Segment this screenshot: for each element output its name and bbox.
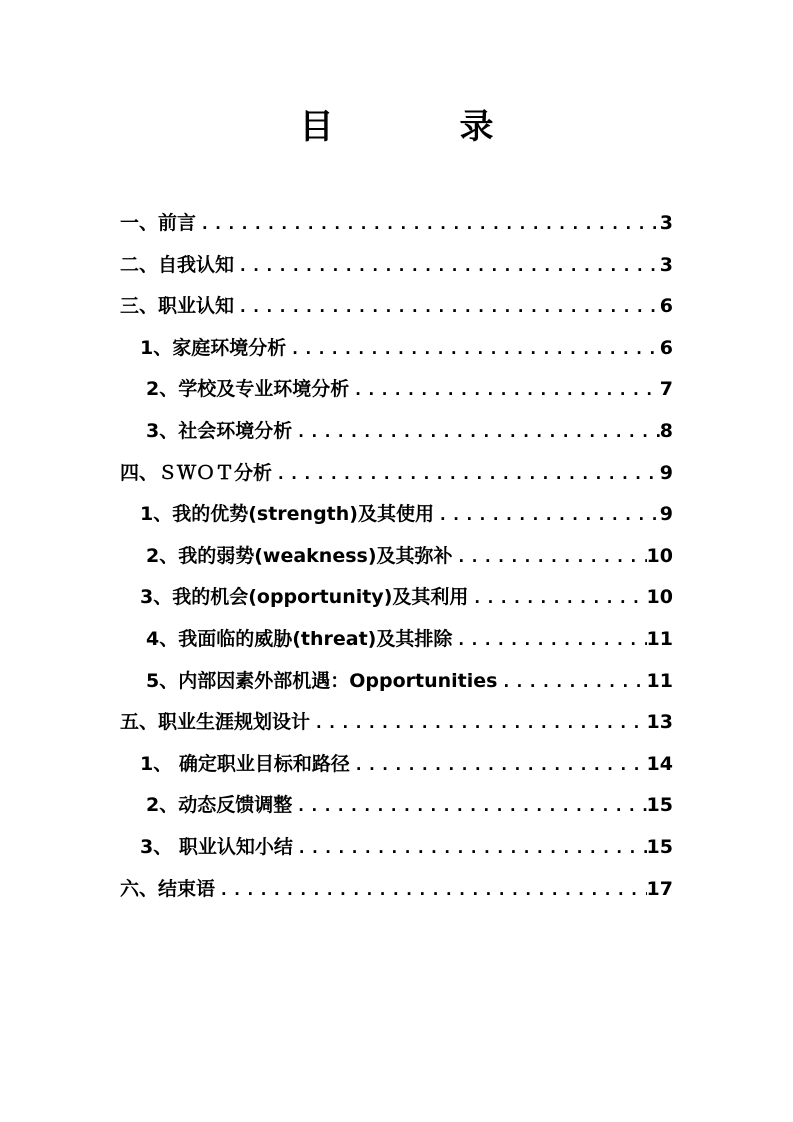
toc-entry-page-number: 9 xyxy=(659,461,673,484)
toc-entry-page-number: 17 xyxy=(646,877,673,900)
toc-dot-leader xyxy=(452,627,646,653)
toc-entry-page-number: 6 xyxy=(659,336,673,359)
toc-entry-line xyxy=(120,709,673,735)
toc-entry-page-number: 3 xyxy=(659,253,673,276)
toc-dot-leader xyxy=(349,377,660,403)
toc-dot-leader xyxy=(196,211,660,237)
toc-entry-label: 1、我的优势(strength)及其使用 xyxy=(140,503,434,526)
toc-entry-line xyxy=(146,418,673,444)
toc-entry-line xyxy=(146,668,673,694)
toc-entry-label: 3、我的机会(opportunity)及其利用 xyxy=(140,586,469,609)
toc-entry-label: 六、结束语 xyxy=(120,877,216,900)
toc-entry-page-number: 9 xyxy=(659,503,673,526)
table-of-contents xyxy=(0,202,793,909)
toc-entry-page-number: 11 xyxy=(646,669,673,692)
toc-entry[interactable] xyxy=(0,285,793,327)
toc-dot-leader xyxy=(292,793,646,819)
toc-entry[interactable] xyxy=(0,493,793,535)
toc-entry-label: 1、 确定职业目标和路径 xyxy=(140,752,350,775)
toc-entry-line xyxy=(146,376,673,402)
toc-entry[interactable] xyxy=(0,368,793,410)
toc-dot-leader xyxy=(292,419,660,445)
toc-entry[interactable] xyxy=(0,618,793,660)
toc-entry-label: 4、我面临的威胁(threat)及其排除 xyxy=(146,627,453,650)
toc-entry-label: 三、职业认知 xyxy=(120,295,235,318)
toc-entry-line xyxy=(120,293,673,319)
toc-dot-leader xyxy=(497,669,646,695)
toc-entry-line xyxy=(140,501,673,527)
toc-dot-leader xyxy=(293,835,647,861)
toc-entry-page-number: 3 xyxy=(659,212,673,234)
toc-entry[interactable] xyxy=(0,327,793,369)
toc-entry-label: 3、 职业认知小结 xyxy=(140,835,293,858)
toc-entry-label: 1、家庭环境分析 xyxy=(140,336,287,359)
toc-dot-leader xyxy=(234,253,660,279)
toc-entry-label: 3、社会环境分析 xyxy=(146,419,293,442)
toc-entry-page-number: 7 xyxy=(659,378,673,401)
toc-entry-line xyxy=(140,751,673,777)
toc-entry-page-number: 15 xyxy=(646,794,673,817)
toc-entry[interactable] xyxy=(0,452,793,494)
toc-entry-label: 5、内部因素外部机遇：Opportunities xyxy=(146,669,498,692)
toc-entry-page-number: 6 xyxy=(659,295,673,318)
toc-entry[interactable] xyxy=(0,868,793,910)
toc-dot-leader xyxy=(468,585,646,611)
toc-entry[interactable] xyxy=(0,743,793,785)
toc-entry-line xyxy=(120,210,673,236)
toc-dot-leader xyxy=(272,461,660,487)
toc-entry-line xyxy=(140,584,673,610)
toc-entry-page-number: 13 xyxy=(646,711,673,734)
toc-entry-label: 2、学校及专业环境分析 xyxy=(146,378,350,401)
toc-entry-line xyxy=(120,876,673,902)
toc-entry-line xyxy=(146,543,673,569)
toc-dot-leader xyxy=(234,294,660,320)
toc-entry-line xyxy=(140,335,673,361)
toc-entry[interactable] xyxy=(0,535,793,577)
toc-entry-label: 五、职业生涯规划设计 xyxy=(120,711,311,734)
toc-entry-line xyxy=(120,460,673,486)
toc-entry[interactable] xyxy=(0,826,793,868)
toc-entry-label: 一、前言 xyxy=(120,212,197,234)
toc-entry[interactable] xyxy=(0,202,793,244)
toc-dot-leader xyxy=(350,752,647,778)
toc-entry-label: 二、自我认知 xyxy=(120,253,235,276)
page-title: 目 录 xyxy=(299,107,540,147)
toc-entry-line xyxy=(120,252,673,278)
toc-entry[interactable] xyxy=(0,576,793,618)
toc-dot-leader xyxy=(453,544,647,570)
toc-entry-label: 2、动态反馈调整 xyxy=(146,794,293,817)
toc-entry[interactable] xyxy=(0,784,793,826)
toc-entry-line xyxy=(146,626,673,652)
toc-entry-page-number: 15 xyxy=(646,835,673,858)
toc-entry-page-number: 8 xyxy=(659,419,673,442)
toc-entry-page-number: 10 xyxy=(646,586,673,609)
toc-entry[interactable] xyxy=(0,701,793,743)
toc-entry-label: 四、ＳＷＯＴ分析 xyxy=(120,461,273,484)
toc-dot-leader xyxy=(286,336,660,362)
toc-entry[interactable] xyxy=(0,660,793,702)
toc-entry-label: 2、我的弱势(weakness)及其弥补 xyxy=(146,544,453,567)
toc-entry[interactable] xyxy=(0,244,793,286)
toc-entry[interactable] xyxy=(0,410,793,452)
toc-entry-page-number: 11 xyxy=(646,627,673,650)
toc-dot-leader xyxy=(434,502,660,528)
toc-entry-page-number: 14 xyxy=(646,752,673,775)
toc-dot-leader xyxy=(310,710,647,736)
toc-entry-line xyxy=(146,792,673,818)
toc-entry-line xyxy=(140,834,673,860)
toc-dot-leader xyxy=(215,877,647,903)
toc-entry-page-number: 10 xyxy=(646,544,673,567)
